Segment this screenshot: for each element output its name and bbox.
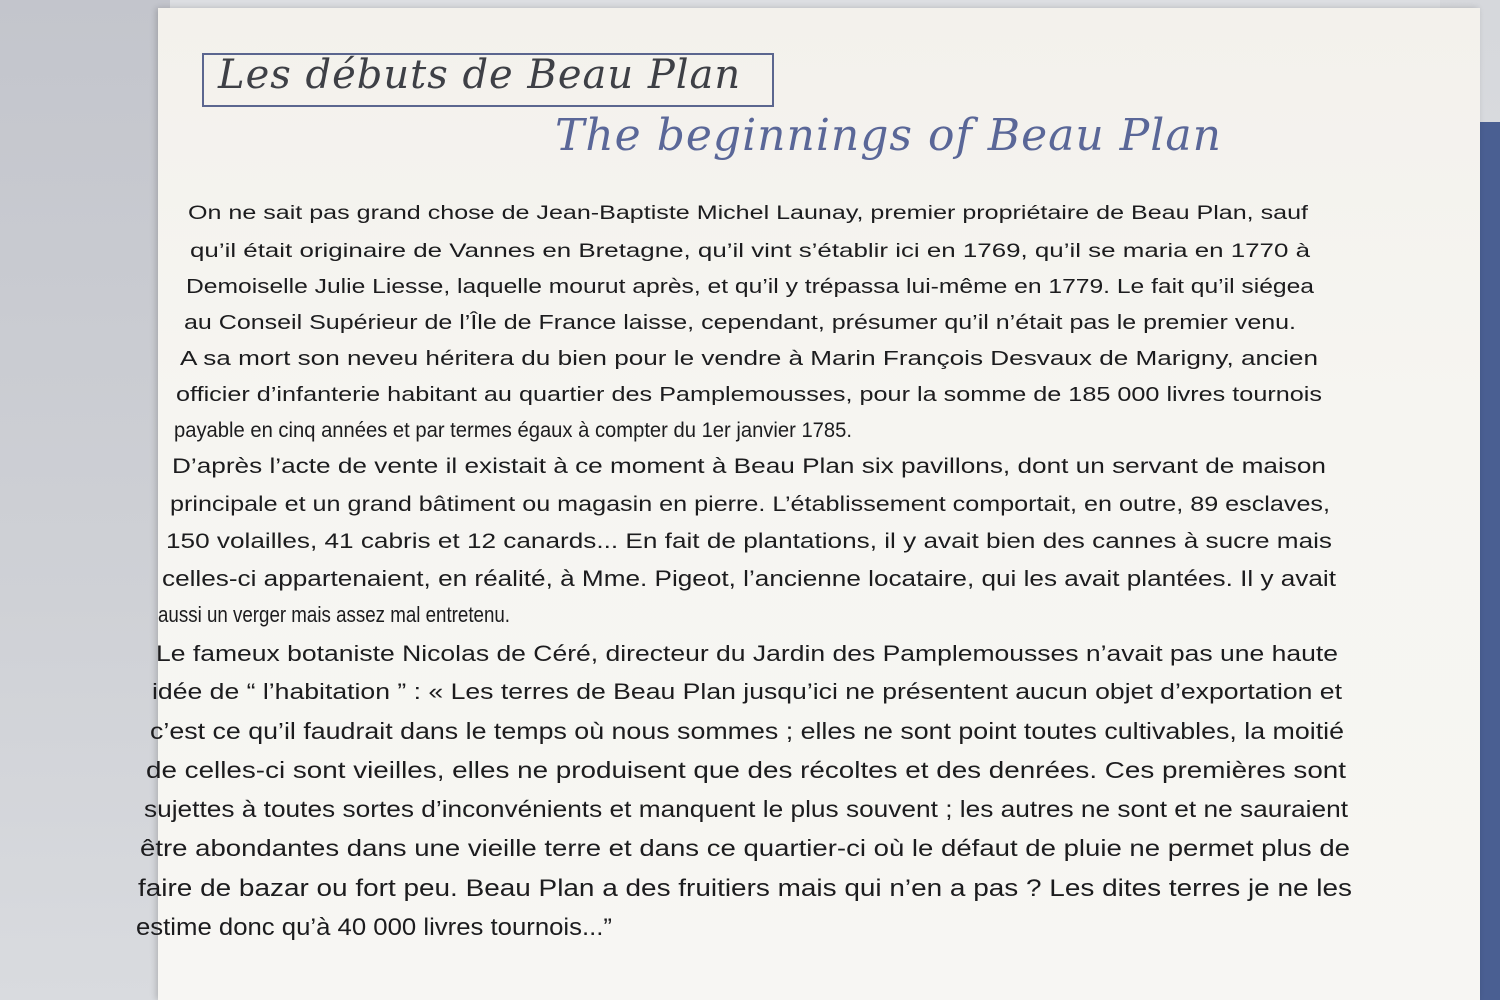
body-line: 150 volailles, 41 cabris et 12 canards... En fait de plantations, il y avait bien des cannes à sucre mais (166, 529, 1332, 553)
body-line: faire de bazar ou fort peu. Beau Plan a des fruitiers mais qui n’en a pas ? Les dites terres je ne les (138, 875, 1353, 902)
body-line: principale et un grand bâtiment ou magasin en pierre. L’établissement comportait, en outre, 89 esclaves, (170, 492, 1330, 516)
body-line: au Conseil Supérieur de l’Île de France laisse, cependant, présumer qu’il n’était pas le premier venu. (184, 312, 1296, 334)
title-english: The beginnings of Beau Plan (555, 110, 1222, 161)
body-line: de celles-ci sont vieilles, elles ne produisent que des récoltes et des denrées. Ces premières sont (146, 757, 1346, 783)
body-line: Le fameux botaniste Nicolas de Céré, directeur du Jardin des Pamplemousses n’avait pas une haute (156, 641, 1338, 666)
body-line: On ne sait pas grand chose de Jean-Baptiste Michel Launay, premier propriétaire de Beau Plan, sauf (188, 203, 1308, 224)
title-french: Les débuts de Beau Plan (218, 52, 742, 98)
body-line: officier d’infanterie habitant au quartier des Pamplemousses, pour la somme de 185 000 livres tournois (176, 383, 1322, 406)
body-line: estime donc qu’à 40 000 livres tournois...” (136, 914, 612, 941)
body-line: celles-ci appartenaient, en réalité, à Mme. Pigeot, l’ancienne locataire, qui les avait plantées. Il y avait (162, 566, 1336, 591)
body-line: D’après l’acte de vente il existait à ce moment à Beau Plan six pavillons, dont un servant de maison (172, 455, 1326, 478)
body-line: idée de “ l’habitation ” : « Les terres de Beau Plan jusqu’ici ne présentent aucun objet d’exportation et (152, 679, 1342, 704)
body-line: c’est ce qu’il faudrait dans le temps où nous sommes ; elles ne sont point toutes cultivables, la moitié (150, 718, 1344, 744)
body-line: qu’il était originaire de Vannes en Bretagne, qu’il vint s’établir ici en 1769, qu’il se maria en 1770 à (190, 240, 1310, 262)
body-line: Demoiselle Julie Liesse, laquelle mourut après, et qu’il y trépassa lui-même en 1779. Le fait qu’il siégea (186, 276, 1314, 298)
body-line: sujettes à toutes sortes d’inconvénients et manquent le plus souvent ; les autres ne sont et ne sauraient (144, 796, 1348, 822)
body-line: aussi un verger mais assez mal entretenu. (158, 602, 510, 627)
body-line: A sa mort son neveu héritera du bien pour le vendre à Marin François Desvaux de Marigny, ancien (180, 347, 1318, 370)
body-line: payable en cinq années et par termes égaux à compter du 1er janvier 1785. (174, 419, 852, 442)
body-line: être abondantes dans une vieille terre et dans ce quartier-ci où le défaut de pluie ne permet plus de (140, 835, 1350, 861)
